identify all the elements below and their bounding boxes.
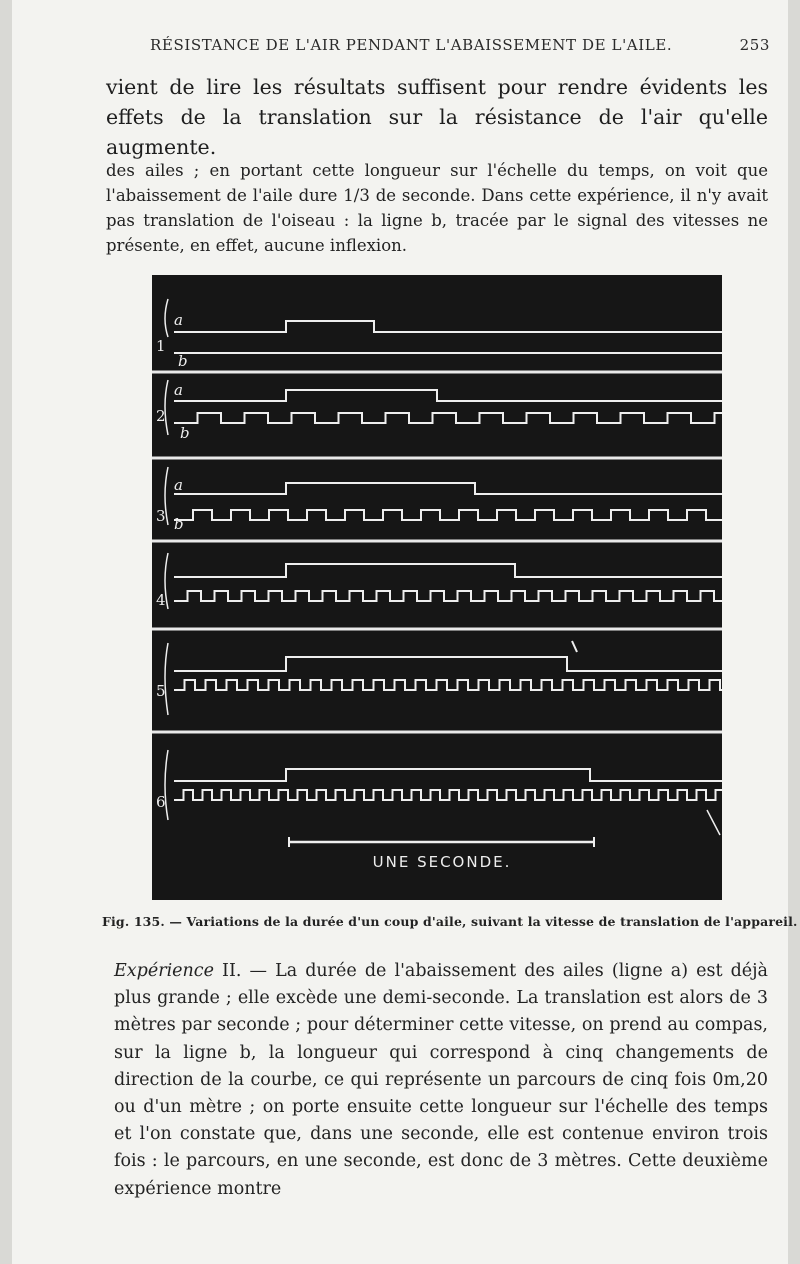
panel-2-number: 2 bbox=[156, 407, 166, 425]
panel-3-number: 3 bbox=[156, 507, 166, 525]
figure-caption: Fig. 135. — Variations de la durée d'un coup d'aile, suivant la vitesse de translation de l'appareil. bbox=[102, 914, 798, 929]
page-number: 253 bbox=[739, 36, 770, 54]
experiment-heading: Expérience bbox=[114, 961, 214, 981]
panel-1-number: 1 bbox=[156, 337, 166, 355]
panel-3-label-b: b bbox=[174, 515, 184, 533]
panel-4-number: 4 bbox=[156, 591, 166, 609]
panel-3-label-a: a bbox=[174, 476, 183, 494]
paragraph-1: des ailes ; en portant cette longueur sur l'échelle du temps, on voit que l'abaissement de l'aile dure 1/3 de seconde. Dans cette expérience, il n'y avait pas translation de l'oiseau : la ligne b, tracée par le signal des vitesses ne présente, en effet, aucune inflexion. bbox=[106, 161, 768, 255]
panel-1-label-b: b bbox=[178, 352, 188, 370]
running-head-title: RÉSISTANCE DE L'AIR PENDANT L'ABAISSEMENT DE L'AILE. bbox=[150, 36, 673, 54]
panel-2-label-a: a bbox=[174, 381, 183, 399]
lead-paragraph: vient de lire les résultats suffisent pour rendre évidents les effets de la translation sur la résistance de l'air qu'elle augmente. bbox=[106, 75, 768, 159]
panel-6-number: 6 bbox=[156, 793, 166, 811]
paragraph-2-text: II. — La durée de l'abaissement des ailes (ligne a) est déjà plus grande ; elle excède une demi-seconde. La translation est alors de 3 mètres par seconde ; pour déterminer cette vitesse, on prend au compas, sur la ligne b, la longueur qui correspond à cinq changements de direction de la courbe, ce qui représente un parcours de cinq fois 0m,20 ou d'un mètre ; on porte ensuite cette longueur sur l'échelle des temps et l'on constate que, dans une seconde, elle est contenue environ trois fois : le parcours, en une seconde, est donc de 3 mètres. Cette deuxième expérience montre bbox=[114, 961, 768, 1199]
book-page bbox=[12, 0, 798, 1264]
paragraph-2 bbox=[114, 958, 768, 1203]
chronograph-traces bbox=[152, 275, 722, 900]
figure-plate bbox=[152, 275, 722, 900]
panel-5-number: 5 bbox=[156, 682, 166, 700]
panel-2-label-b: b bbox=[180, 424, 190, 442]
running-head bbox=[150, 36, 770, 54]
panel-1-label-a: a bbox=[174, 311, 183, 329]
time-scale-label: UNE SECONDE. bbox=[372, 853, 512, 871]
figure-135 bbox=[152, 275, 722, 900]
